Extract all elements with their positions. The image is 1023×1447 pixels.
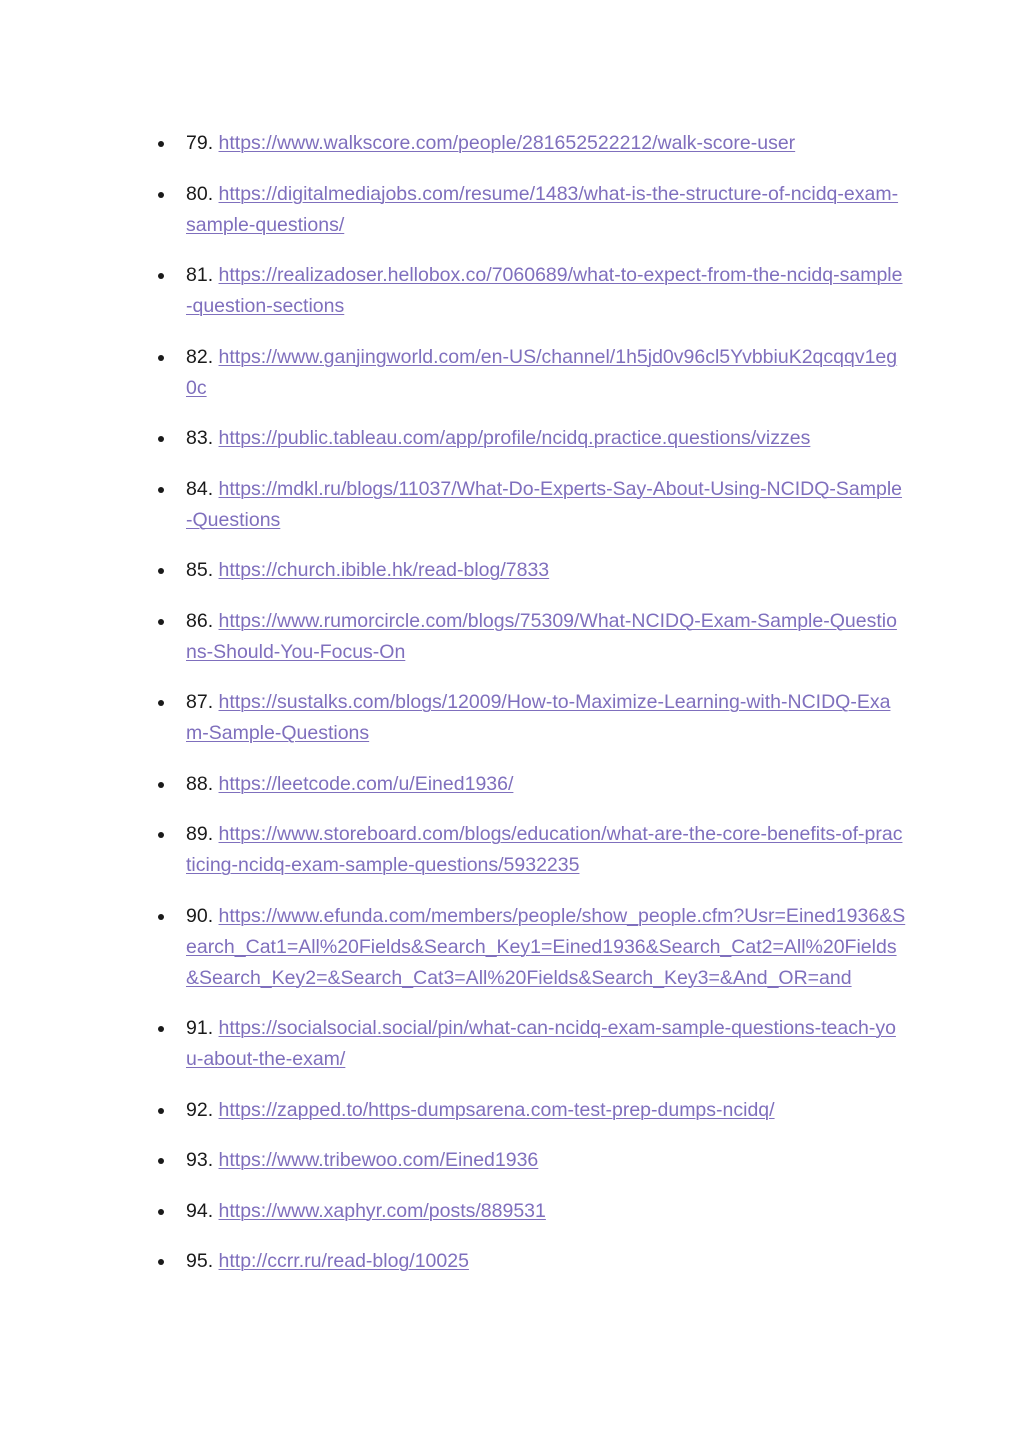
bullet-icon [158,782,164,788]
list-item [186,1013,906,1075]
list-item [186,179,906,241]
bullet-icon [158,1026,164,1032]
item-number: 91. [186,1017,214,1039]
item-number: 84. [186,477,214,500]
item-number: 80. [186,182,214,205]
list-item [186,769,906,800]
item-link[interactable]: https://sustalks.com/blogs/12009/How-to-Maximize-Learning-with-NCIDQ-Exam-Sample-Questions [186,691,891,744]
item-link[interactable]: https://church.ibible.hk/read-blog/7833 [218,559,550,581]
item-number: 87. [186,691,214,713]
bullet-icon [158,141,164,147]
item-number: 92. [186,1098,214,1121]
item-number: 90. [186,904,214,927]
item-link[interactable]: https://leetcode.com/u/Eined1936/ [218,772,514,795]
list-item [186,555,906,586]
item-number: 83. [186,427,214,449]
list-item [186,1246,906,1277]
bullet-icon [158,487,164,493]
item-number: 85. [186,559,214,581]
item-link[interactable]: https://public.tableau.com/app/profile/ncidq.practice.questions/vizzes [218,427,811,449]
item-number: 79. [186,132,214,154]
bullet-icon [158,1259,164,1265]
list-item [186,687,906,749]
bullet-icon [158,355,164,361]
bullet-icon [158,1158,164,1164]
bullet-icon [158,192,164,198]
bullet-icon [158,700,164,706]
item-link[interactable]: http://ccrr.ru/read-blog/10025 [218,1250,469,1272]
item-link[interactable]: https://www.xaphyr.com/posts/889531 [218,1199,546,1222]
bullet-icon [158,568,164,574]
item-link[interactable]: https://digitalmediajobs.com/resume/1483/what-is-the-structure-of-ncidq-exam-sample-questions/ [186,182,899,236]
list-item [186,128,906,159]
item-link[interactable]: https://www.tribewoo.com/Eined1936 [218,1149,539,1171]
item-link[interactable]: https://www.storeboard.com/blogs/education/what-are-the-core-benefits-of-practicing-ncidq-exam-sample-questions/5932235 [186,823,903,876]
bullet-icon [158,436,164,442]
item-link[interactable]: https://www.ganjingworld.com/en-US/channel/1h5jd0v96cl5YvbbiuK2qcqqv1eg0c [186,345,898,399]
bullet-icon [158,1209,164,1215]
item-link[interactable]: https://realizadoser.hellobox.co/7060689/what-to-expect-from-the-ncidq-sample-question-sections [186,264,903,317]
bullet-icon [158,832,164,838]
item-number: 95. [186,1250,214,1272]
item-link[interactable]: https://www.efunda.com/members/people/show_people.cfm?Usr=Eined1936&Search_Cat1=All%20Fields&Search_Key1=Eined1936&Search_Cat2=All%20Fields&Search_Key2=&Search_Cat3=All%20Fields&Search_Key3=&And_OR=and [186,904,906,989]
item-number: 94. [186,1199,214,1222]
item-number: 89. [186,823,214,845]
item-link[interactable]: https://www.rumorcircle.com/blogs/75309/What-NCIDQ-Exam-Sample-Questions-Should-You-Focus-On [186,609,897,663]
item-link[interactable]: https://mdkl.ru/blogs/11037/What-Do-Experts-Say-About-Using-NCIDQ-Sample-Questions [186,477,903,531]
item-link[interactable]: https://socialsocial.social/pin/what-can-ncidq-exam-sample-questions-teach-you-about-the-exam/ [186,1017,896,1070]
item-link[interactable]: https://www.walkscore.com/people/281652522212/walk-score-user [218,132,796,154]
bullet-icon [158,619,164,625]
link-list [186,128,906,1297]
bullet-icon [158,273,164,279]
list-item [186,1095,906,1126]
list-item [186,423,906,454]
item-number: 88. [186,772,214,795]
list-item [186,606,906,668]
list-item [186,1196,906,1227]
list-item [186,819,906,881]
item-number: 93. [186,1149,214,1171]
item-number: 82. [186,345,214,368]
list-item [186,901,906,994]
list-item [186,1145,906,1176]
bullet-icon [158,1108,164,1114]
item-number: 86. [186,609,214,632]
item-number: 81. [186,264,214,286]
list-item [186,342,906,404]
bullet-icon [158,914,164,920]
item-link[interactable]: https://zapped.to/https-dumpsarena.com-test-prep-dumps-ncidq/ [218,1098,775,1121]
list-item [186,260,906,322]
list-item [186,474,906,536]
